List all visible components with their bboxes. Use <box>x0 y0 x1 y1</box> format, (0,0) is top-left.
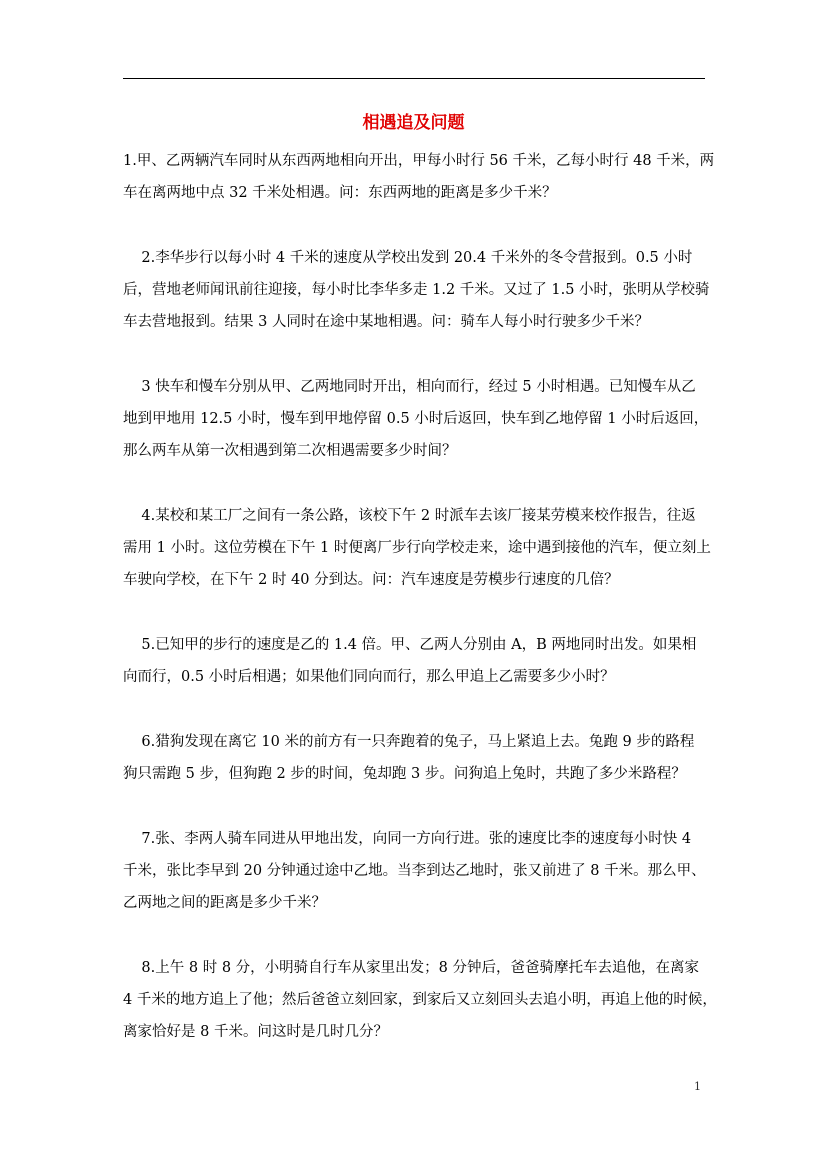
question-line: 7.张、李两人骑车同进从甲地出发，向同一方向行进。张的速度比李的速度每小时快 4 <box>123 831 692 847</box>
question-line: 需用 1 小时。这位劳模在下午 1 时便离厂步行向学校走来，途中遇到接他的汽车，便立刻上 <box>123 540 711 556</box>
page-title: 相遇追及问题 <box>362 113 465 133</box>
page-number: 1 <box>694 1080 701 1093</box>
question-line: 6.猎狗发现在离它 10 米的前方有一只奔跑着的兔子，马上紧追上去。兔跑 9 步的路程 <box>123 734 695 750</box>
question-2 <box>123 242 710 338</box>
question-line: 4.某校和某工厂之间有一条公路，该校下午 2 时派车去该厂接某劳模来校作报告，往返 <box>123 508 696 524</box>
question-line: 3 快车和慢车分别从甲、乙两地同时开出，相向而行，经过 5 小时相遇。已知慢车从乙 <box>123 379 696 395</box>
question-8 <box>123 952 717 1048</box>
question-line: 后，营地老师闻讯前往迎接，每小时比李华多走 1.2 千米。又过了 1.5 小时，张明从学校骑 <box>123 282 710 298</box>
question-line: 向而行，0.5 小时后相遇；如果他们同向而行，那么甲追上乙需要多少小时？ <box>123 669 615 685</box>
header-rule <box>123 78 705 79</box>
question-line: 地到甲地用 12.5 小时，慢车到甲地停留 0.5 小时后返回，快车到乙地停留 1 小时后返回， <box>123 411 709 427</box>
question-line: 离家恰好是 8 千米。问这时是几时几分？ <box>123 1024 388 1040</box>
question-5 <box>123 629 705 693</box>
question-line: 车在离两地中点 32 千米处相遇。问：东西两地的距离是多少千米？ <box>123 185 557 201</box>
question-6 <box>123 726 705 790</box>
question-line: 乙两地之间的距离是多少千米？ <box>123 895 326 911</box>
question-line: 千米，张比李早到 20 分钟通过途中乙地。当李到达乙地时，张又前进了 8 千米。那么甲、 <box>123 863 706 879</box>
question-line: 车驶向学校，在下午 2 时 40 分到达。问：汽车速度是劳模步行速度的几倍？ <box>123 572 619 588</box>
question-1 <box>123 145 715 209</box>
question-7 <box>123 823 705 919</box>
question-line: 车去营地报到。结果 3 人同时在途中某地相遇。问：骑车人每小时行驶多少千米？ <box>123 314 649 330</box>
question-line: 狗只需跑 5 步，但狗跑 2 步的时间，兔却跑 3 步。问狗追上兔时，共跑了多少米路程？ <box>123 766 686 782</box>
question-line: 8.上午 8 时 8 分，小明骑自行车从家里出发；8 分钟后，爸爸骑摩托车去追他，在离家 <box>123 960 699 976</box>
question-4 <box>123 500 711 596</box>
question-line: 那么两车从第一次相遇到第二次相遇需要多少时间？ <box>123 443 457 459</box>
question-line: 4 千米的地方追上了他；然后爸爸立刻回家，到家后又立刻回头去追小明，再追上他的时候， <box>123 992 717 1008</box>
question-line: 5.已知甲的步行的速度是乙的 1.4 倍。甲、乙两人分别由 A，B 两地同时出发。如果相 <box>123 637 697 653</box>
question-line: 2.李华步行以每小时 4 千米的速度从学校出发到 20.4 千米外的冬令营报到。0.5 小时 <box>123 250 693 266</box>
question-line: 1.甲、乙两辆汽车同时从东西两地相向开出，甲每小时行 56 千米，乙每小时行 48 千米，两 <box>123 153 715 169</box>
question-3 <box>123 371 709 467</box>
